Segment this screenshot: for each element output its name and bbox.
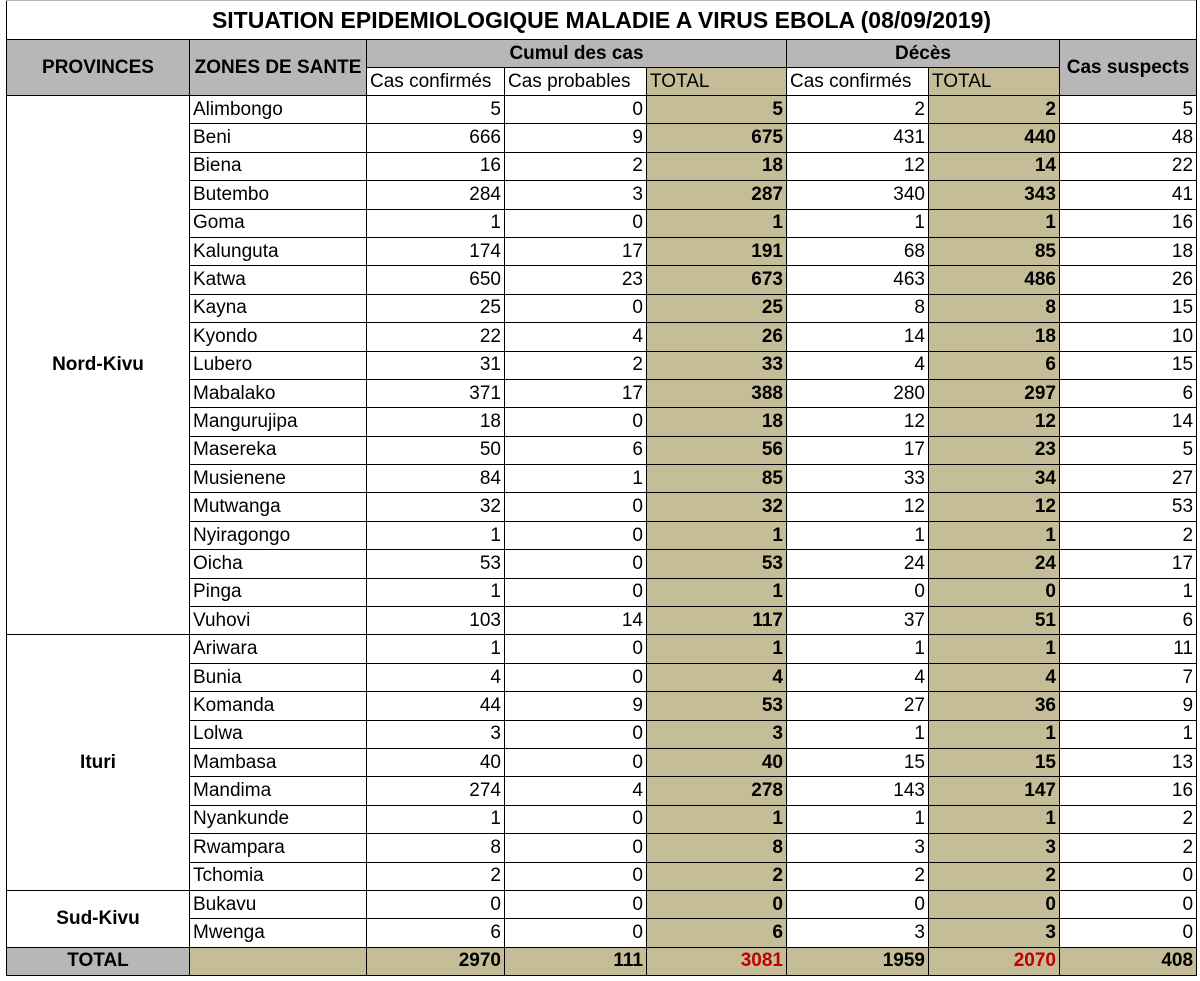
cell-deces-confirmes: 68 xyxy=(787,237,929,265)
header-total: TOTAL xyxy=(647,68,787,96)
cell-cas-confirmes: 0 xyxy=(367,890,505,918)
cell-total: 32 xyxy=(647,493,787,521)
cell-suspects: 11 xyxy=(1060,635,1197,663)
cell-deces-confirmes: 1 xyxy=(787,805,929,833)
cell-cas-probables: 6 xyxy=(505,436,647,464)
cell-zone: Mutwanga xyxy=(190,493,367,521)
cell-deces-confirmes: 24 xyxy=(787,550,929,578)
cell-zone: Nyiragongo xyxy=(190,521,367,549)
cell-total: 1 xyxy=(647,635,787,663)
cell-deces-confirmes: 280 xyxy=(787,379,929,407)
header-suspects: Cas suspects xyxy=(1060,40,1197,96)
cell-deces-confirmes: 3 xyxy=(787,919,929,947)
cell-cas-confirmes: 1 xyxy=(367,805,505,833)
cell-deces-total: 147 xyxy=(929,777,1060,805)
cell-suspects: 15 xyxy=(1060,351,1197,379)
cell-cas-confirmes: 5 xyxy=(367,96,505,124)
cell-suspects: 16 xyxy=(1060,777,1197,805)
cell-total: 26 xyxy=(647,323,787,351)
cell-cas-confirmes: 44 xyxy=(367,692,505,720)
cell-cas-probables: 2 xyxy=(505,152,647,180)
cell-cas-probables: 14 xyxy=(505,607,647,635)
cell-suspects: 2 xyxy=(1060,521,1197,549)
cell-zone: Oicha xyxy=(190,550,367,578)
table-body xyxy=(7,96,1197,948)
cell-zone: Biena xyxy=(190,152,367,180)
cell-deces-total: 12 xyxy=(929,493,1060,521)
cell-zone: Beni xyxy=(190,124,367,152)
cell-cas-confirmes: 32 xyxy=(367,493,505,521)
cell-total: 40 xyxy=(647,748,787,776)
cell-cas-probables: 17 xyxy=(505,379,647,407)
cell-cas-confirmes: 103 xyxy=(367,607,505,635)
cell-total: 3 xyxy=(647,720,787,748)
cell-zone: Nyankunde xyxy=(190,805,367,833)
cell-cas-confirmes: 8 xyxy=(367,834,505,862)
cell-zone: Mangurujipa xyxy=(190,408,367,436)
cell-cas-probables: 0 xyxy=(505,578,647,606)
cell-deces-confirmes: 27 xyxy=(787,692,929,720)
cell-cas-confirmes: 22 xyxy=(367,323,505,351)
cell-deces-confirmes: 1 xyxy=(787,720,929,748)
cell-total: 191 xyxy=(647,237,787,265)
cell-cas-confirmes: 1 xyxy=(367,635,505,663)
cell-zone: Kayna xyxy=(190,294,367,322)
cell-deces-total: 297 xyxy=(929,379,1060,407)
cell-suspects: 53 xyxy=(1060,493,1197,521)
cell-cas-confirmes: 1 xyxy=(367,521,505,549)
cell-cas-probables: 4 xyxy=(505,777,647,805)
cell-total: 18 xyxy=(647,152,787,180)
cell-deces-total: 486 xyxy=(929,266,1060,294)
cell-cas-probables: 0 xyxy=(505,521,647,549)
cell-total: 2 xyxy=(647,862,787,890)
cell-cas-confirmes: 3 xyxy=(367,720,505,748)
cell-deces-total: 1 xyxy=(929,209,1060,237)
cell-suspects: 18 xyxy=(1060,237,1197,265)
cell-deces-confirmes: 12 xyxy=(787,408,929,436)
cell-deces-confirmes: 15 xyxy=(787,748,929,776)
cell-zone: Kalunguta xyxy=(190,237,367,265)
cell-zone: Komanda xyxy=(190,692,367,720)
cell-suspects: 0 xyxy=(1060,890,1197,918)
cell-suspects: 5 xyxy=(1060,96,1197,124)
cell-suspects: 7 xyxy=(1060,663,1197,691)
cell-cas-probables: 1 xyxy=(505,465,647,493)
cell-cas-probables: 0 xyxy=(505,635,647,663)
cell-zone: Mambasa xyxy=(190,748,367,776)
cell-suspects: 13 xyxy=(1060,748,1197,776)
cell-suspects: 2 xyxy=(1060,834,1197,862)
cell-total: 1 xyxy=(647,578,787,606)
cell-deces-total: 3 xyxy=(929,919,1060,947)
cell-deces-total: 24 xyxy=(929,550,1060,578)
cell-deces-confirmes: 4 xyxy=(787,663,929,691)
ebola-table xyxy=(6,0,1197,976)
cell-deces-total: 14 xyxy=(929,152,1060,180)
cell-total: 8 xyxy=(647,834,787,862)
cell-cas-confirmes: 25 xyxy=(367,294,505,322)
cell-deces-total: 4 xyxy=(929,663,1060,691)
cell-zone: Tchomia xyxy=(190,862,367,890)
cell-cas-confirmes: 31 xyxy=(367,351,505,379)
cell-zone: Kyondo xyxy=(190,323,367,351)
cell-cas-confirmes: 84 xyxy=(367,465,505,493)
report-title: SITUATION EPIDEMIOLOGIQUE MALADIE A VIRUS EBOLA (08/09/2019) xyxy=(7,1,1197,40)
cell-suspects: 5 xyxy=(1060,436,1197,464)
cell-cas-probables: 3 xyxy=(505,181,647,209)
cell-cas-confirmes: 1 xyxy=(367,209,505,237)
cell-total: 388 xyxy=(647,379,787,407)
cell-cas-confirmes: 53 xyxy=(367,550,505,578)
cell-cas-confirmes: 50 xyxy=(367,436,505,464)
cell-deces-confirmes: 17 xyxy=(787,436,929,464)
header-deces: Décès xyxy=(787,40,1060,68)
cell-cas-confirmes: 284 xyxy=(367,181,505,209)
cell-cas-probables: 0 xyxy=(505,493,647,521)
cell-total: 56 xyxy=(647,436,787,464)
cell-deces-total: 2 xyxy=(929,862,1060,890)
cell-zone: Mandima xyxy=(190,777,367,805)
cell-zone: Ariwara xyxy=(190,635,367,663)
cell-total: 673 xyxy=(647,266,787,294)
table-row xyxy=(7,890,1197,918)
cell-cas-probables: 0 xyxy=(505,834,647,862)
cell-suspects: 48 xyxy=(1060,124,1197,152)
cell-suspects: 6 xyxy=(1060,607,1197,635)
cell-cas-confirmes: 1 xyxy=(367,578,505,606)
cell-total: 278 xyxy=(647,777,787,805)
cell-zone: Katwa xyxy=(190,266,367,294)
cell-deces-confirmes: 2 xyxy=(787,96,929,124)
cell-cas-probables: 0 xyxy=(505,720,647,748)
cell-suspects: 17 xyxy=(1060,550,1197,578)
cell-total: 18 xyxy=(647,408,787,436)
totals-cas-probables: 111 xyxy=(505,947,647,975)
cell-total: 1 xyxy=(647,209,787,237)
totals-total: 3081 xyxy=(647,947,787,975)
cell-cas-confirmes: 6 xyxy=(367,919,505,947)
header-zones: ZONES DE SANTE xyxy=(190,40,367,96)
province-cell: Ituri xyxy=(7,635,190,891)
cell-zone: Bukavu xyxy=(190,890,367,918)
cell-suspects: 22 xyxy=(1060,152,1197,180)
cell-deces-total: 1 xyxy=(929,805,1060,833)
cell-suspects: 26 xyxy=(1060,266,1197,294)
cell-deces-total: 3 xyxy=(929,834,1060,862)
totals-suspects: 408 xyxy=(1060,947,1197,975)
cell-deces-confirmes: 37 xyxy=(787,607,929,635)
cell-total: 53 xyxy=(647,550,787,578)
cell-deces-confirmes: 33 xyxy=(787,465,929,493)
cell-zone: Mabalako xyxy=(190,379,367,407)
cell-zone: Lubero xyxy=(190,351,367,379)
cell-total: 53 xyxy=(647,692,787,720)
cell-cas-probables: 0 xyxy=(505,408,647,436)
cell-cas-probables: 0 xyxy=(505,890,647,918)
cell-cas-probables: 0 xyxy=(505,294,647,322)
cell-deces-total: 23 xyxy=(929,436,1060,464)
cell-deces-confirmes: 340 xyxy=(787,181,929,209)
spreadsheet xyxy=(6,0,1196,976)
header-cas-confirmes: Cas confirmés xyxy=(367,68,505,96)
cell-suspects: 14 xyxy=(1060,408,1197,436)
cell-cas-probables: 0 xyxy=(505,748,647,776)
totals-deces-confirmes: 1959 xyxy=(787,947,929,975)
cell-cas-probables: 2 xyxy=(505,351,647,379)
totals-deces-total: 2070 xyxy=(929,947,1060,975)
cell-deces-confirmes: 463 xyxy=(787,266,929,294)
cell-deces-total: 34 xyxy=(929,465,1060,493)
cell-total: 85 xyxy=(647,465,787,493)
province-cell: Sud-Kivu xyxy=(7,890,190,947)
cell-deces-total: 343 xyxy=(929,181,1060,209)
cell-deces-confirmes: 0 xyxy=(787,578,929,606)
totals-row xyxy=(7,947,1197,975)
cell-cas-confirmes: 274 xyxy=(367,777,505,805)
cell-cas-confirmes: 2 xyxy=(367,862,505,890)
cell-deces-confirmes: 1 xyxy=(787,635,929,663)
cell-zone: Vuhovi xyxy=(190,607,367,635)
cell-deces-confirmes: 4 xyxy=(787,351,929,379)
cell-total: 25 xyxy=(647,294,787,322)
cell-suspects: 15 xyxy=(1060,294,1197,322)
cell-cas-confirmes: 174 xyxy=(367,237,505,265)
cell-deces-total: 1 xyxy=(929,720,1060,748)
table-row xyxy=(7,635,1197,663)
cell-suspects: 41 xyxy=(1060,181,1197,209)
cell-zone: Goma xyxy=(190,209,367,237)
cell-suspects: 16 xyxy=(1060,209,1197,237)
cell-deces-total: 8 xyxy=(929,294,1060,322)
cell-cas-probables: 0 xyxy=(505,805,647,833)
cell-deces-total: 440 xyxy=(929,124,1060,152)
cell-deces-total: 12 xyxy=(929,408,1060,436)
cell-deces-confirmes: 1 xyxy=(787,521,929,549)
cell-total: 287 xyxy=(647,181,787,209)
cell-cas-probables: 0 xyxy=(505,862,647,890)
cell-total: 675 xyxy=(647,124,787,152)
cell-deces-total: 0 xyxy=(929,890,1060,918)
cell-zone: Alimbongo xyxy=(190,96,367,124)
cell-zone: Bunia xyxy=(190,663,367,691)
cell-total: 0 xyxy=(647,890,787,918)
cell-deces-total: 18 xyxy=(929,323,1060,351)
cell-suspects: 1 xyxy=(1060,578,1197,606)
cell-cas-probables: 4 xyxy=(505,323,647,351)
cell-deces-confirmes: 2 xyxy=(787,862,929,890)
cell-cas-confirmes: 18 xyxy=(367,408,505,436)
cell-cas-probables: 0 xyxy=(505,209,647,237)
cell-cas-probables: 0 xyxy=(505,663,647,691)
cell-cas-probables: 17 xyxy=(505,237,647,265)
cell-deces-confirmes: 12 xyxy=(787,152,929,180)
cell-cas-probables: 9 xyxy=(505,692,647,720)
province-cell: Nord-Kivu xyxy=(7,96,190,635)
cell-zone: Mwenga xyxy=(190,919,367,947)
cell-zone: Butembo xyxy=(190,181,367,209)
cell-cas-confirmes: 4 xyxy=(367,663,505,691)
cell-deces-confirmes: 143 xyxy=(787,777,929,805)
cell-suspects: 0 xyxy=(1060,862,1197,890)
cell-cas-probables: 9 xyxy=(505,124,647,152)
totals-cas-confirmes: 2970 xyxy=(367,947,505,975)
cell-cas-probables: 0 xyxy=(505,919,647,947)
cell-deces-total: 6 xyxy=(929,351,1060,379)
cell-cas-confirmes: 650 xyxy=(367,266,505,294)
cell-zone: Lolwa xyxy=(190,720,367,748)
cell-suspects: 1 xyxy=(1060,720,1197,748)
cell-deces-total: 51 xyxy=(929,607,1060,635)
cell-total: 33 xyxy=(647,351,787,379)
cell-deces-confirmes: 12 xyxy=(787,493,929,521)
totals-label: TOTAL xyxy=(7,947,190,975)
cell-cas-probables: 0 xyxy=(505,96,647,124)
cell-deces-total: 2 xyxy=(929,96,1060,124)
cell-suspects: 6 xyxy=(1060,379,1197,407)
cell-deces-total: 1 xyxy=(929,635,1060,663)
cell-deces-total: 0 xyxy=(929,578,1060,606)
cell-zone: Musienene xyxy=(190,465,367,493)
cell-total: 1 xyxy=(647,805,787,833)
cell-suspects: 27 xyxy=(1060,465,1197,493)
cell-total: 1 xyxy=(647,521,787,549)
cell-deces-total: 15 xyxy=(929,748,1060,776)
cell-suspects: 0 xyxy=(1060,919,1197,947)
cell-total: 5 xyxy=(647,96,787,124)
header-deces-total: TOTAL xyxy=(929,68,1060,96)
header-deces-confirmes: Cas confirmés xyxy=(787,68,929,96)
cell-total: 6 xyxy=(647,919,787,947)
cell-suspects: 9 xyxy=(1060,692,1197,720)
cell-total: 4 xyxy=(647,663,787,691)
cell-cas-confirmes: 666 xyxy=(367,124,505,152)
cell-deces-confirmes: 14 xyxy=(787,323,929,351)
header-provinces: PROVINCES xyxy=(7,40,190,96)
cell-zone: Pinga xyxy=(190,578,367,606)
table-row xyxy=(7,96,1197,124)
cell-suspects: 2 xyxy=(1060,805,1197,833)
cell-total: 117 xyxy=(647,607,787,635)
totals-blank xyxy=(190,947,367,975)
cell-cas-probables: 0 xyxy=(505,550,647,578)
cell-deces-confirmes: 0 xyxy=(787,890,929,918)
cell-deces-confirmes: 3 xyxy=(787,834,929,862)
cell-zone: Rwampara xyxy=(190,834,367,862)
cell-deces-confirmes: 8 xyxy=(787,294,929,322)
cell-cas-confirmes: 371 xyxy=(367,379,505,407)
cell-zone: Masereka xyxy=(190,436,367,464)
header-cas-probables: Cas probables xyxy=(505,68,647,96)
cell-cas-confirmes: 40 xyxy=(367,748,505,776)
cell-deces-total: 36 xyxy=(929,692,1060,720)
header-cumul: Cumul des cas xyxy=(367,40,787,68)
cell-deces-total: 85 xyxy=(929,237,1060,265)
cell-suspects: 10 xyxy=(1060,323,1197,351)
cell-deces-confirmes: 431 xyxy=(787,124,929,152)
cell-cas-confirmes: 16 xyxy=(367,152,505,180)
cell-deces-confirmes: 1 xyxy=(787,209,929,237)
cell-deces-total: 1 xyxy=(929,521,1060,549)
cell-cas-probables: 23 xyxy=(505,266,647,294)
